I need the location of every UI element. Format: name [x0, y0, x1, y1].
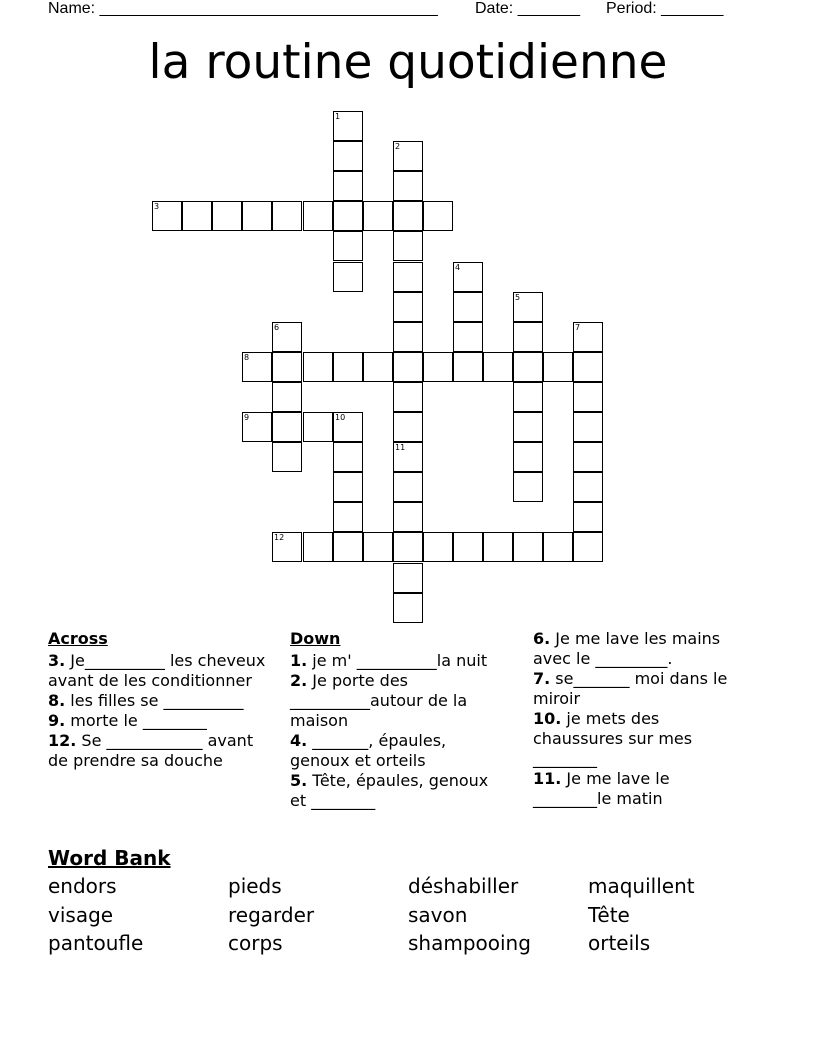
crossword-cell[interactable]: [393, 442, 423, 472]
clue-number: 2: [395, 142, 401, 151]
clue-across-9: 9. morte le ________: [48, 711, 207, 730]
down-heading: Down: [290, 629, 341, 648]
clue-down-2: 2. Je porte des __________autour de la maison: [290, 671, 468, 730]
crossword-cell[interactable]: [423, 352, 453, 382]
crossword-cell[interactable]: [212, 201, 242, 231]
crossword-cell[interactable]: [333, 472, 363, 502]
page-title: la routine quotidienne: [148, 35, 668, 90]
clue-across-3: 3. Je__________ les cheveux avant de les conditionner: [48, 651, 266, 690]
crossword-cell[interactable]: [573, 472, 603, 502]
crossword-cell[interactable]: [393, 352, 423, 382]
crossword-cell[interactable]: [333, 141, 363, 171]
clue-number: 10: [335, 413, 346, 422]
word-bank-item: orteils: [588, 931, 651, 955]
crossword-cell[interactable]: [543, 532, 573, 562]
crossword-cell[interactable]: [333, 532, 363, 562]
crossword-cell[interactable]: [573, 442, 603, 472]
crossword-cell[interactable]: [513, 322, 543, 352]
word-bank-item: endors: [48, 874, 117, 898]
crossword-cell[interactable]: [453, 292, 483, 322]
clue-across-12: 12. Se ____________ avant de prendre sa douche: [48, 731, 254, 770]
crossword-cell[interactable]: [333, 412, 363, 442]
clue-number: 1: [335, 112, 341, 121]
crossword-cell[interactable]: [272, 442, 302, 472]
word-bank-item: pieds: [228, 874, 282, 898]
word-bank-item: maquillent: [588, 874, 695, 898]
crossword-cell[interactable]: [573, 532, 603, 562]
crossword-cell[interactable]: [333, 171, 363, 201]
clue-down-1: 1. je m' __________la nuit: [290, 651, 488, 670]
word-bank-title: Word Bank: [48, 846, 171, 870]
clue-down-11: 11. Je me lave le ________le matin: [533, 769, 670, 808]
crossword-cell[interactable]: [303, 532, 333, 562]
clue-number: 5: [515, 293, 521, 302]
word-bank-item: shampooing: [408, 931, 531, 955]
crossword-cell[interactable]: [573, 502, 603, 532]
down-clues-continued: [533, 629, 747, 809]
clue-down-4: 4. _______, épaules, genoux et orteils: [290, 731, 447, 770]
crossword-cell[interactable]: [363, 352, 393, 382]
period-field[interactable]: Period: _______: [606, 0, 724, 17]
crossword-cell[interactable]: [453, 532, 483, 562]
word-bank-item: corps: [228, 931, 283, 955]
clue-number: 12: [274, 533, 285, 542]
crossword-cell[interactable]: [363, 532, 393, 562]
crossword-cell[interactable]: [483, 532, 513, 562]
word-bank-item: regarder: [228, 903, 315, 927]
crossword-cell[interactable]: [333, 502, 363, 532]
clue-number: 4: [455, 263, 461, 272]
crossword-cell[interactable]: [333, 231, 363, 261]
crossword-cell[interactable]: [393, 171, 423, 201]
crossword-cell[interactable]: [513, 292, 543, 322]
crossword-cell[interactable]: [393, 201, 423, 231]
clue-number: 7: [575, 323, 581, 332]
clue-number: 11: [395, 443, 406, 452]
crossword-cell[interactable]: [242, 201, 272, 231]
clue-across-8: 8. les filles se __________: [48, 691, 244, 710]
across-clues: [48, 629, 266, 771]
word-bank-item: savon: [408, 903, 468, 927]
crossword-cell[interactable]: [393, 141, 423, 171]
crossword-cell[interactable]: [152, 201, 182, 231]
crossword-cell[interactable]: [272, 532, 302, 562]
clue-number: 9: [244, 413, 250, 422]
crossword-cell[interactable]: [272, 382, 302, 412]
crossword-cell[interactable]: [333, 262, 363, 292]
crossword-cell[interactable]: [573, 382, 603, 412]
crossword-cell[interactable]: [242, 352, 272, 382]
clue-down-5: 5. Tête, épaules, genoux et ________: [290, 771, 489, 810]
across-heading: Across: [48, 629, 108, 648]
crossword-cell[interactable]: [272, 412, 302, 442]
crossword-cell[interactable]: [393, 382, 423, 412]
date-field[interactable]: Date: _______: [475, 0, 580, 17]
crossword-cell[interactable]: [333, 352, 363, 382]
crossword-cell[interactable]: [513, 532, 543, 562]
clue-number: 6: [274, 323, 280, 332]
crossword-cell[interactable]: [573, 412, 603, 442]
word-bank-item: visage: [48, 903, 114, 927]
crossword-cell[interactable]: [393, 231, 423, 261]
crossword-cell[interactable]: [272, 201, 302, 231]
crossword-cell[interactable]: [363, 201, 393, 231]
crossword-cell[interactable]: [303, 201, 333, 231]
crossword-cell[interactable]: [272, 322, 302, 352]
crossword-cell[interactable]: [453, 262, 483, 292]
down-clues: [290, 629, 508, 811]
clue-number: 3: [154, 202, 160, 211]
crossword-cell[interactable]: [393, 502, 423, 532]
clue-down-6: 6. Je me lave les mains avec le _________.: [533, 629, 721, 668]
clue-down-7: 7. se_______ moi dans le miroir: [533, 669, 728, 708]
clue-number: 8: [244, 353, 250, 362]
crossword-cell[interactable]: [272, 352, 302, 382]
crossword-cell[interactable]: [242, 412, 272, 442]
crossword-cell[interactable]: [182, 201, 212, 231]
crossword-cell[interactable]: [513, 412, 543, 442]
crossword-cell[interactable]: [393, 292, 423, 322]
crossword-cell[interactable]: [393, 593, 423, 623]
crossword-cell[interactable]: [393, 532, 423, 562]
word-bank-item: pantoufle: [48, 931, 144, 955]
crossword-cell[interactable]: [393, 472, 423, 502]
crossword-cell[interactable]: [483, 352, 513, 382]
crossword-cell[interactable]: [303, 412, 333, 442]
crossword-cell[interactable]: [513, 472, 543, 502]
crossword-cell[interactable]: [393, 262, 423, 292]
crossword-cell[interactable]: [543, 352, 573, 382]
name-field[interactable]: Name: ______________________________________: [48, 0, 438, 17]
clue-down-10: 10. je mets des chaussures sur mes ________: [533, 709, 693, 768]
word-bank-item: déshabiller: [408, 874, 519, 898]
crossword-cell[interactable]: [303, 352, 333, 382]
word-bank-item: Tête: [588, 903, 630, 927]
crossword-cell[interactable]: [453, 352, 483, 382]
crossword-cell[interactable]: [333, 201, 363, 231]
crossword-cell[interactable]: [333, 111, 363, 141]
crossword-cell[interactable]: [333, 442, 363, 472]
crossword-cell[interactable]: [423, 532, 453, 562]
crossword-cell[interactable]: [573, 352, 603, 382]
crossword-cell[interactable]: [423, 201, 453, 231]
crossword-cell[interactable]: [453, 322, 483, 352]
crossword-cell[interactable]: [513, 442, 543, 472]
crossword-cell[interactable]: [393, 412, 423, 442]
crossword-cell[interactable]: [393, 563, 423, 593]
crossword-cell[interactable]: [513, 352, 543, 382]
crossword-cell[interactable]: [573, 322, 603, 352]
crossword-cell[interactable]: [513, 382, 543, 412]
crossword-cell[interactable]: [393, 322, 423, 352]
